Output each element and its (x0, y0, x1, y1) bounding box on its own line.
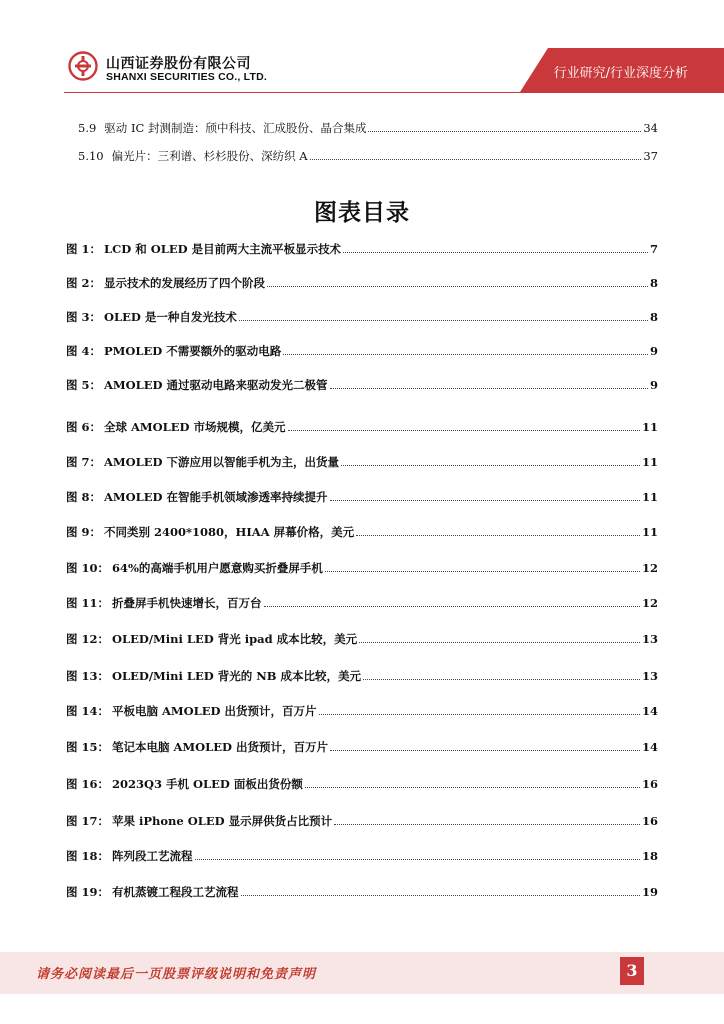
figure-page: 14 (641, 704, 658, 718)
figure-entry[interactable] (66, 524, 658, 544)
figure-label: 图 4： (66, 344, 102, 358)
company-logo-icon (68, 51, 98, 81)
figure-title: 不同类别 2400*1080，HIAA 屏幕价格，美元 (104, 525, 355, 539)
figure-title: 显示技术的发展经历了四个阶段 (104, 276, 265, 290)
figure-page: 16 (641, 777, 658, 791)
figure-title: OLED/Mini LED 背光 ipad 成本比较，美元 (112, 632, 358, 646)
toc-entry[interactable] (78, 120, 658, 140)
figure-entry[interactable] (66, 377, 658, 397)
figure-page: 11 (641, 455, 658, 469)
figure-entry[interactable] (66, 848, 658, 868)
company-name-en: SHANXI SECURITIES CO., LTD. (106, 71, 267, 83)
toc-entry[interactable] (78, 148, 658, 168)
figure-page: 11 (641, 420, 658, 434)
figure-label: 图 12： (66, 632, 110, 646)
disclaimer-notice[interactable]: 请务必阅读最后一页股票评级说明和免责声明 (36, 967, 317, 982)
dot-leader (356, 534, 640, 536)
dot-leader (330, 387, 648, 389)
figure-page: 19 (641, 885, 658, 899)
figure-title: 64%的高端手机用户愿意购买折叠屏手机 (112, 561, 323, 575)
figure-page: 12 (641, 596, 658, 610)
dot-leader (341, 464, 640, 466)
figure-title: PMOLED 不需要额外的驱动电路 (104, 344, 282, 358)
figure-label: 图 10： (66, 561, 110, 575)
dot-leader (359, 641, 640, 643)
figure-title: 折叠屏手机快速增长，百万台 (112, 596, 262, 610)
figure-label: 图 1： (66, 242, 102, 256)
figure-title: 2023Q3 手机 OLED 面板出货份额 (112, 777, 303, 791)
figure-entry[interactable] (66, 739, 658, 759)
figure-label: 图 2： (66, 276, 102, 290)
figure-title: LCD 和 OLED 是目前两大主流平板显示技术 (104, 242, 342, 256)
figure-entry[interactable] (66, 309, 658, 329)
figure-label: 图 8： (66, 490, 102, 504)
figure-title: OLED 是一种自发光技术 (104, 310, 237, 324)
figure-entry[interactable] (66, 241, 658, 261)
figure-page: 18 (641, 849, 658, 863)
report-category: 行业研究/行业深度分析 (553, 66, 688, 81)
dot-leader (368, 130, 641, 132)
figure-page: 8 (649, 310, 658, 324)
figure-entry[interactable] (66, 595, 658, 615)
figure-entry[interactable] (66, 884, 658, 904)
figure-title: AMOLED 在智能手机领域渗透率持续提升 (104, 490, 328, 504)
figure-entry[interactable] (66, 560, 658, 580)
toc-entry-number: 5.9 (78, 121, 97, 135)
figure-label: 图 5： (66, 378, 102, 392)
figure-entry[interactable] (66, 668, 658, 688)
figure-page: 7 (649, 242, 658, 256)
figure-title: AMOLED 通过驱动电路来驱动发光二极管 (104, 378, 328, 392)
toc-entry-text: 驱动 IC 封测制造：颀中科技、汇成股份、晶合集成 (104, 121, 367, 135)
figure-label: 图 19： (66, 885, 110, 899)
figure-entry[interactable] (66, 489, 658, 509)
figure-label: 图 14： (66, 704, 110, 718)
figure-page: 9 (649, 378, 658, 392)
toc-entry-page: 37 (643, 149, 658, 163)
company-name-cn: 山西证券股份有限公司 (106, 56, 251, 72)
figure-title: 有机蒸镀工程段工艺流程 (112, 885, 239, 899)
figure-title: 平板电脑 AMOLED 出货预计，百万片 (112, 704, 317, 718)
figure-page: 13 (641, 669, 658, 683)
figure-title: 阵列段工艺流程 (112, 849, 193, 863)
header-divider (64, 92, 724, 93)
dot-leader (310, 158, 642, 160)
figure-title: 笔记本电脑 AMOLED 出货预计，百万片 (112, 740, 328, 754)
dot-leader (283, 353, 648, 355)
figure-page: 16 (641, 814, 658, 828)
dot-leader (334, 823, 640, 825)
dot-leader (241, 894, 640, 896)
figure-entry[interactable] (66, 703, 658, 723)
page-header (0, 0, 724, 100)
figures-list-title: 图表目录 (314, 200, 410, 226)
dot-leader (264, 605, 640, 607)
figure-page: 13 (641, 632, 658, 646)
figure-label: 图 6： (66, 420, 102, 434)
dot-leader (195, 858, 640, 860)
figure-label: 图 16： (66, 777, 110, 791)
figure-entry[interactable] (66, 813, 658, 833)
figure-entry[interactable] (66, 776, 658, 796)
toc-entry-text: 偏光片：三利谱、杉杉股份、深纺织 A (111, 149, 308, 163)
figure-entry[interactable] (66, 454, 658, 474)
figure-entry[interactable] (66, 419, 658, 439)
figure-page: 12 (641, 561, 658, 575)
dot-leader (330, 749, 640, 751)
figure-label: 图 17： (66, 814, 110, 828)
figure-entry[interactable] (66, 631, 658, 651)
page-number: 3 (620, 957, 644, 985)
toc-entry-page: 34 (643, 121, 658, 135)
dot-leader (363, 678, 640, 680)
figure-page: 8 (649, 276, 658, 290)
figure-title: AMOLED 下游应用以智能手机为主，出货量 (104, 455, 339, 469)
figure-title: 苹果 iPhone OLED 显示屏供货占比预计 (112, 814, 333, 828)
dot-leader (239, 319, 648, 321)
dot-leader (343, 251, 648, 253)
figure-title: 全球 AMOLED 市场规模，亿美元 (104, 420, 286, 434)
dot-leader (305, 786, 640, 788)
figure-page: 11 (641, 525, 658, 539)
figure-label: 图 9： (66, 525, 102, 539)
figure-title: OLED/Mini LED 背光的 NB 成本比较，美元 (112, 669, 361, 683)
figure-page: 9 (649, 344, 658, 358)
dot-leader (319, 713, 640, 715)
toc-entry-number: 5.10 (78, 149, 104, 163)
figure-label: 图 11： (66, 596, 110, 610)
figure-label: 图 18： (66, 849, 110, 863)
dot-leader (325, 570, 640, 572)
figure-page: 11 (641, 490, 658, 504)
figure-label: 图 13： (66, 669, 110, 683)
dot-leader (267, 285, 648, 287)
dot-leader (288, 429, 640, 431)
figure-label: 图 15： (66, 740, 110, 754)
figure-page: 14 (641, 740, 658, 754)
figure-label: 图 3： (66, 310, 102, 324)
figure-entry[interactable] (66, 343, 658, 363)
figure-entry[interactable] (66, 275, 658, 295)
figure-label: 图 7： (66, 455, 102, 469)
dot-leader (330, 499, 640, 501)
